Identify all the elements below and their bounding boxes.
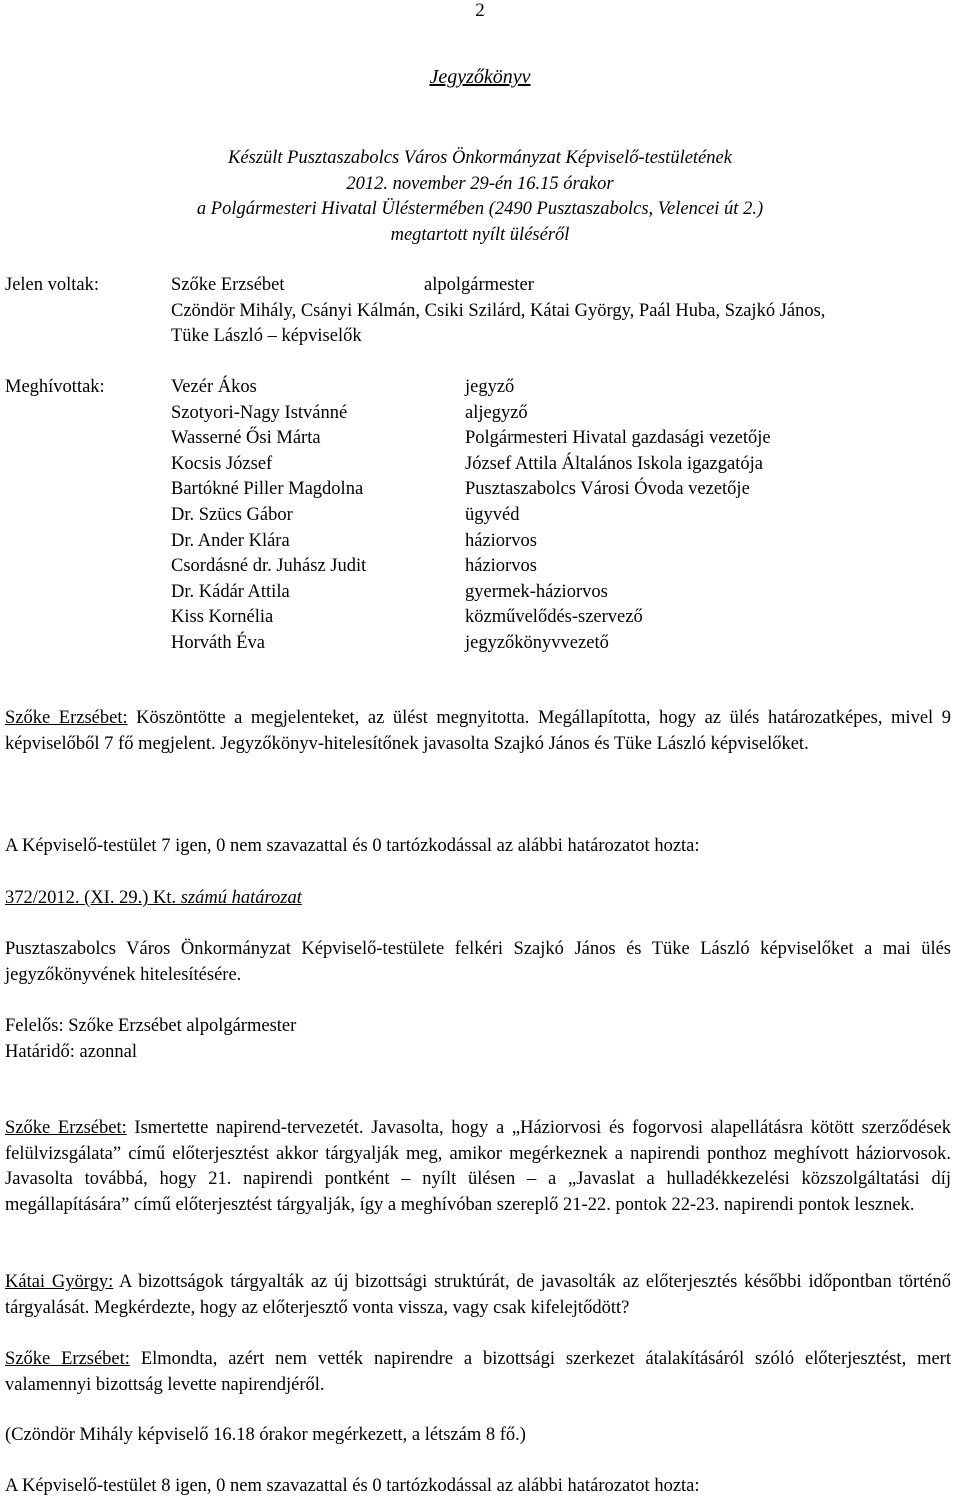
paragraph-text: Ismertette napirend-tervezetét. Javasolta, hogy a „Háziorvosi és fogorvosi alapellátásra kötött szerződések felülvizsgálata” című előterjesztést akkor tárgyalják meg, amikor megérkeznek a napirendi ponthoz meghívott háziorvosok. Javasolta továbbá, hogy 21. napirendi pontként – nyílt ülésen – a „Javaslat a hulladékkezelési közszolgáltatási díj megállapítására” című előterjesztést tárgyalják, így a meghívóban szereplő 21-22. pontok 22-23. napirendi pontok lesznek. <box>5 1118 951 1215</box>
invited-name: Kocsis József <box>171 454 273 474</box>
members-line: Tüke László – képviselők <box>171 326 362 346</box>
vote-statement: A Képviselő-testület 8 igen, 0 nem szavazattal és 0 tartózkodással az alábbi határozatot hozta: <box>5 1476 700 1496</box>
paragraph-katai <box>5 1270 951 1321</box>
invited-role: Polgármesteri Hivatal gazdasági vezetője <box>465 428 771 448</box>
invited-name: Vezér Ákos <box>171 377 257 397</box>
invited-role: ügyvéd <box>465 505 520 525</box>
paragraph-text: Köszöntötte a megjelenteket, az ülést megnyitotta. Megállapította, hogy az ülés határozatképes, mivel 9 képviselőből 7 fő megjelent. Jegyzőkönyv-hitelesítőnek javasolta Szajkó János és Tüke László képviselőket. <box>5 708 951 754</box>
arrival-note: (Czöndör Mihály képviselő 16.18 órakor megérkezett, a létszám 8 fő.) <box>5 1425 526 1445</box>
invited-name: Bartókné Piller Magdolna <box>171 479 364 499</box>
present-label: Jelen voltak: <box>5 275 100 295</box>
paragraph-agenda <box>5 1116 951 1218</box>
heading-line: megtartott nyílt üléséről <box>390 224 570 245</box>
invited-name: Horváth Éva <box>171 633 266 653</box>
invited-name: Kiss Kornélia <box>171 607 274 627</box>
invited-role: jegyző <box>465 377 515 397</box>
document-title: Jegyzőkönyv <box>429 66 531 88</box>
resolution-label: számú határozat <box>176 888 302 908</box>
invited-label: Meghívottak: <box>5 377 105 397</box>
paragraph-opening <box>5 706 951 757</box>
paragraph-reply <box>5 1347 951 1398</box>
resolution-heading <box>5 886 951 912</box>
invited-role: háziorvos <box>465 531 537 551</box>
responsible-line: Felelős: Szőke Erzsébet alpolgármester <box>5 1016 297 1036</box>
invited-name: Wasserné Ősi Márta <box>171 428 321 448</box>
deadline-line: Határidő: azonnal <box>5 1042 138 1062</box>
heading-line: 2012. november 29-én 16.15 órakor <box>346 173 614 194</box>
invited-name: Dr. Szücs Gábor <box>171 505 293 525</box>
members-line: Czöndör Mihály, Csányi Kálmán, Csiki Szilárd, Kátai György, Paál Huba, Szajkó János, <box>171 301 826 321</box>
invited-role: közművelődés-szervező <box>465 607 643 627</box>
invited-role: József Attila Általános Iskola igazgatója <box>465 454 763 474</box>
invited-role: gyermek-háziorvos <box>465 582 608 602</box>
invited-role: Pusztaszabolcs Városi Óvoda vezetője <box>465 479 750 499</box>
invited-name: Dr. Kádár Attila <box>171 582 290 602</box>
invited-name: Szotyori-Nagy Istvánné <box>171 403 348 423</box>
chair-name: Szőke Erzsébet <box>171 275 285 295</box>
invited-role: háziorvos <box>465 556 537 576</box>
page-number: 2 <box>475 0 485 21</box>
paragraph-text: Elmondta, azért nem vették napirendre a bizottsági szerkezet átalakításáról szóló előterjesztést, mert valamennyi bizottság levette napirendjéről. <box>5 1349 951 1395</box>
minutes-heading <box>0 146 960 248</box>
invited-name: Csordásné dr. Juhász Judit <box>171 556 367 576</box>
heading-line: Készült Pusztaszabolcs Város Önkormányzat Képviselő-testületének <box>228 148 732 168</box>
speaker-name: Szőke Erzsébet: <box>5 1118 127 1138</box>
resolution-text: Pusztaszabolcs Város Önkormányzat Képviselő-testülete felkéri Szajkó János és Tüke László képviselőket a mai ülés jegyzőkönyvének hitelesítésére. <box>5 939 951 985</box>
paragraph-text: A bizottságok tárgyalták az új bizottsági struktúrát, de javasolták az előterjesztés későbbi időpontban történő tárgyalását. Megkérdezte, hogy az előterjesztő vonta vissza, vagy csak kifelejtődött? <box>5 1272 952 1318</box>
vote-statement: A Képviselő-testület 7 igen, 0 nem szavazattal és 0 tartózkodással az alábbi határozatot hozta: <box>5 836 700 856</box>
invited-role: aljegyző <box>465 403 528 423</box>
speaker-name: Kátai György: <box>5 1272 114 1292</box>
heading-line: a Polgármesteri Hivatal Üléstermében (2490 Pusztaszabolcs, Velencei út 2.) <box>196 199 764 219</box>
speaker-name: Szőke Erzsébet: <box>5 1349 130 1369</box>
invited-name: Dr. Ander Klára <box>171 531 290 551</box>
chair-role: alpolgármester <box>424 275 534 295</box>
speaker-name: Szőke Erzsébet: <box>5 708 128 728</box>
invited-role: jegyzőkönyvvezető <box>465 633 609 653</box>
resolution-number: 372/2012. (XI. 29.) Kt. <box>5 888 177 908</box>
